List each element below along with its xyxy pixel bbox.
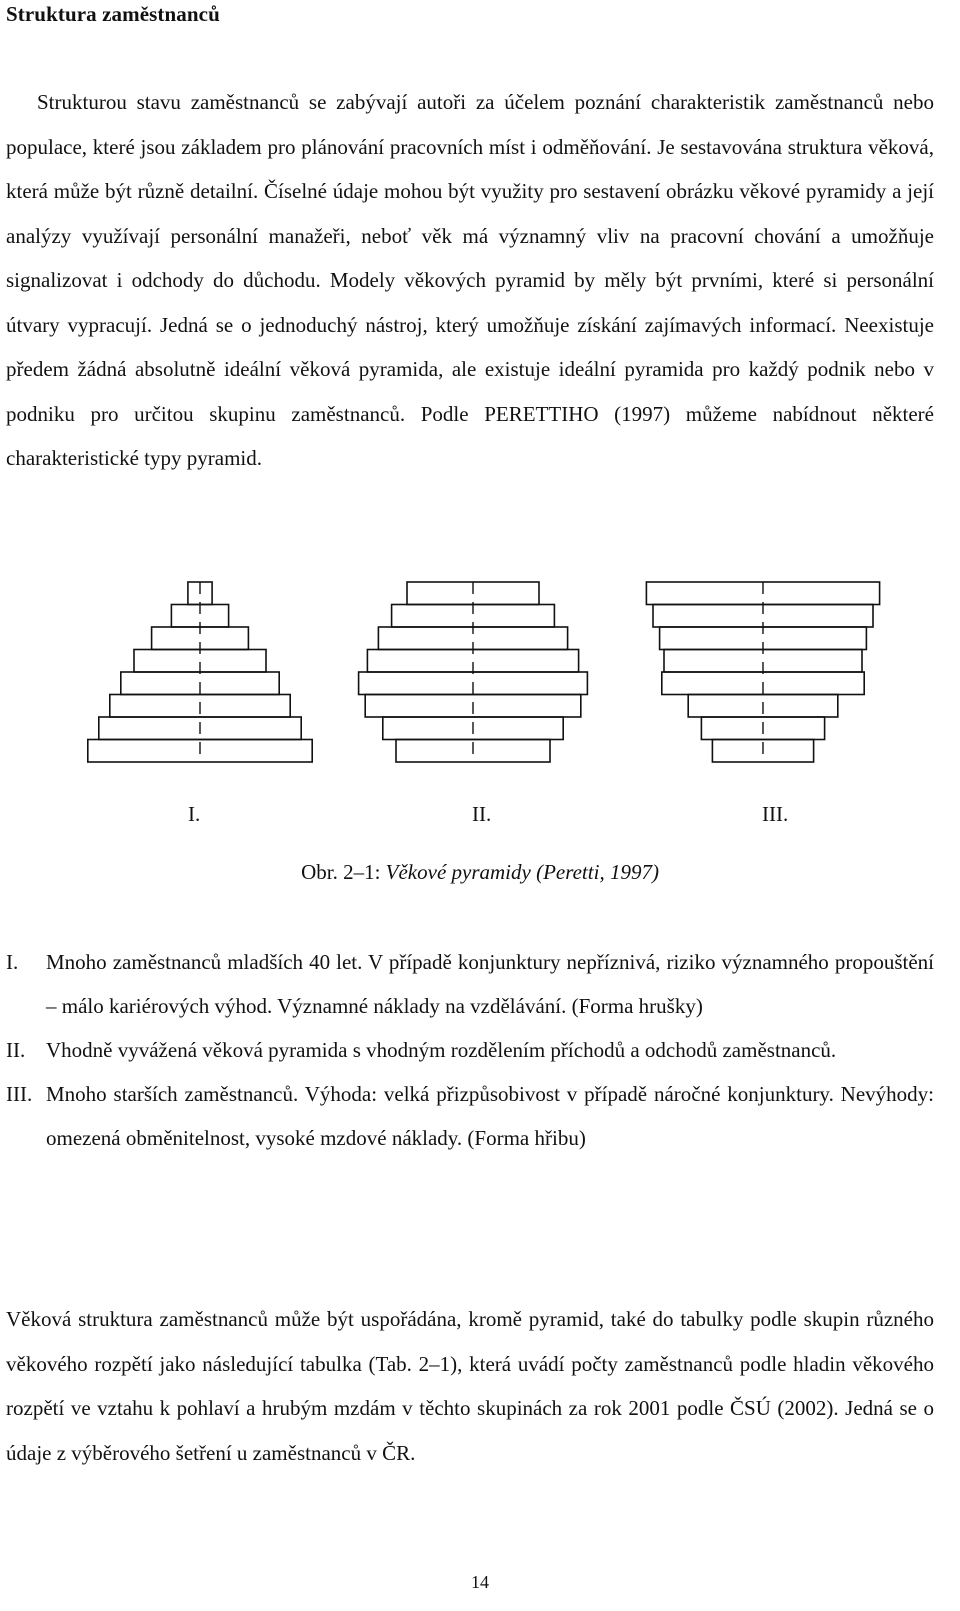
pyramid-label-1: I.	[188, 802, 201, 826]
pyramid-1	[88, 582, 312, 762]
caption-prefix: Obr. 2–1:	[301, 860, 386, 884]
list-item-text: Mnoho starších zaměstnanců. Výhoda: velká přizpůsobivost v případě náročné konjunktury. Nevýhody: omezená obměnitelnost, vysoké mzdové náklady. (Forma hřibu)	[46, 1082, 934, 1150]
pyramid-3	[646, 582, 879, 762]
pyramid-types-list	[6, 940, 934, 1160]
pyramid-label-3: III.	[762, 802, 789, 826]
list-item-text: Vhodně vyvážená věková pyramida s vhodným rozdělením příchodů a odchodů zaměstnanců.	[46, 1038, 837, 1062]
pyramid-2	[359, 582, 588, 762]
list-item	[6, 1072, 934, 1160]
list-item-number: III.	[6, 1082, 33, 1106]
age-pyramids-figure	[0, 570, 960, 830]
page-number: 14	[471, 1572, 489, 1592]
section-heading: Struktura zaměstnanců	[6, 2, 220, 26]
figure-caption	[0, 860, 960, 885]
caption-title: Věkové pyramidy (Peretti, 1997)	[385, 860, 659, 884]
closing-paragraph: Věková struktura zaměstnanců může být uspořádána, kromě pyramid, také do tabulky podle skupin různého věkového rozpětí jako následující tabulka (Tab. 2–1), která uvádí počty zaměstnanců podle hladin věkového rozpětí ve vztahu k pohlaví a hrubým mzdám v těchto skupinách za rok 2001 podle ČSÚ (2002). Jedná se o údaje z výběrového šetření u zaměstnanců v ČR.	[6, 1307, 934, 1465]
list-item-text: Mnoho zaměstnanců mladších 40 let. V případě konjunktury nepříznivá, riziko významného propouštění – málo kariérových výhod. Významné náklady na vzdělávání. (Forma hrušky)	[46, 950, 934, 1018]
list-item-number: I.	[6, 950, 19, 974]
list-item-number: II.	[6, 1038, 26, 1062]
intro-paragraph: Strukturou stavu zaměstnanců se zabývají autoři za účelem poznání charakteristik zaměstnanců nebo populace, které jsou základem pro plánování pracovních míst i odměňování. Je sestavována struktura věková, která může být různě detailní. Číselné údaje mohou být využity pro sestavení obrázku věkové pyramidy a její analýzy využívají personální manažeři, neboť věk má významný vliv na pracovní chování a umožňuje signalizovat i odchody do důchodu. Modely věkových pyramid by měly být prvními, které si personální útvary vypracují. Jedná se o jednoduchý nástroj, který umožňuje získání zajímavých informací. Neexistuje předem žádná absolutně ideální věková pyramida, ale existuje ideální pyramida pro každý podnik nebo v podniku pro určitou skupinu zaměstnanců. Podle PERETTIHO (1997) můžeme nabídnout některé charakteristické typy pyramid.	[6, 90, 934, 470]
list-item	[6, 940, 934, 1028]
pyramid-label-2: II.	[472, 802, 492, 826]
list-item	[6, 1028, 934, 1072]
